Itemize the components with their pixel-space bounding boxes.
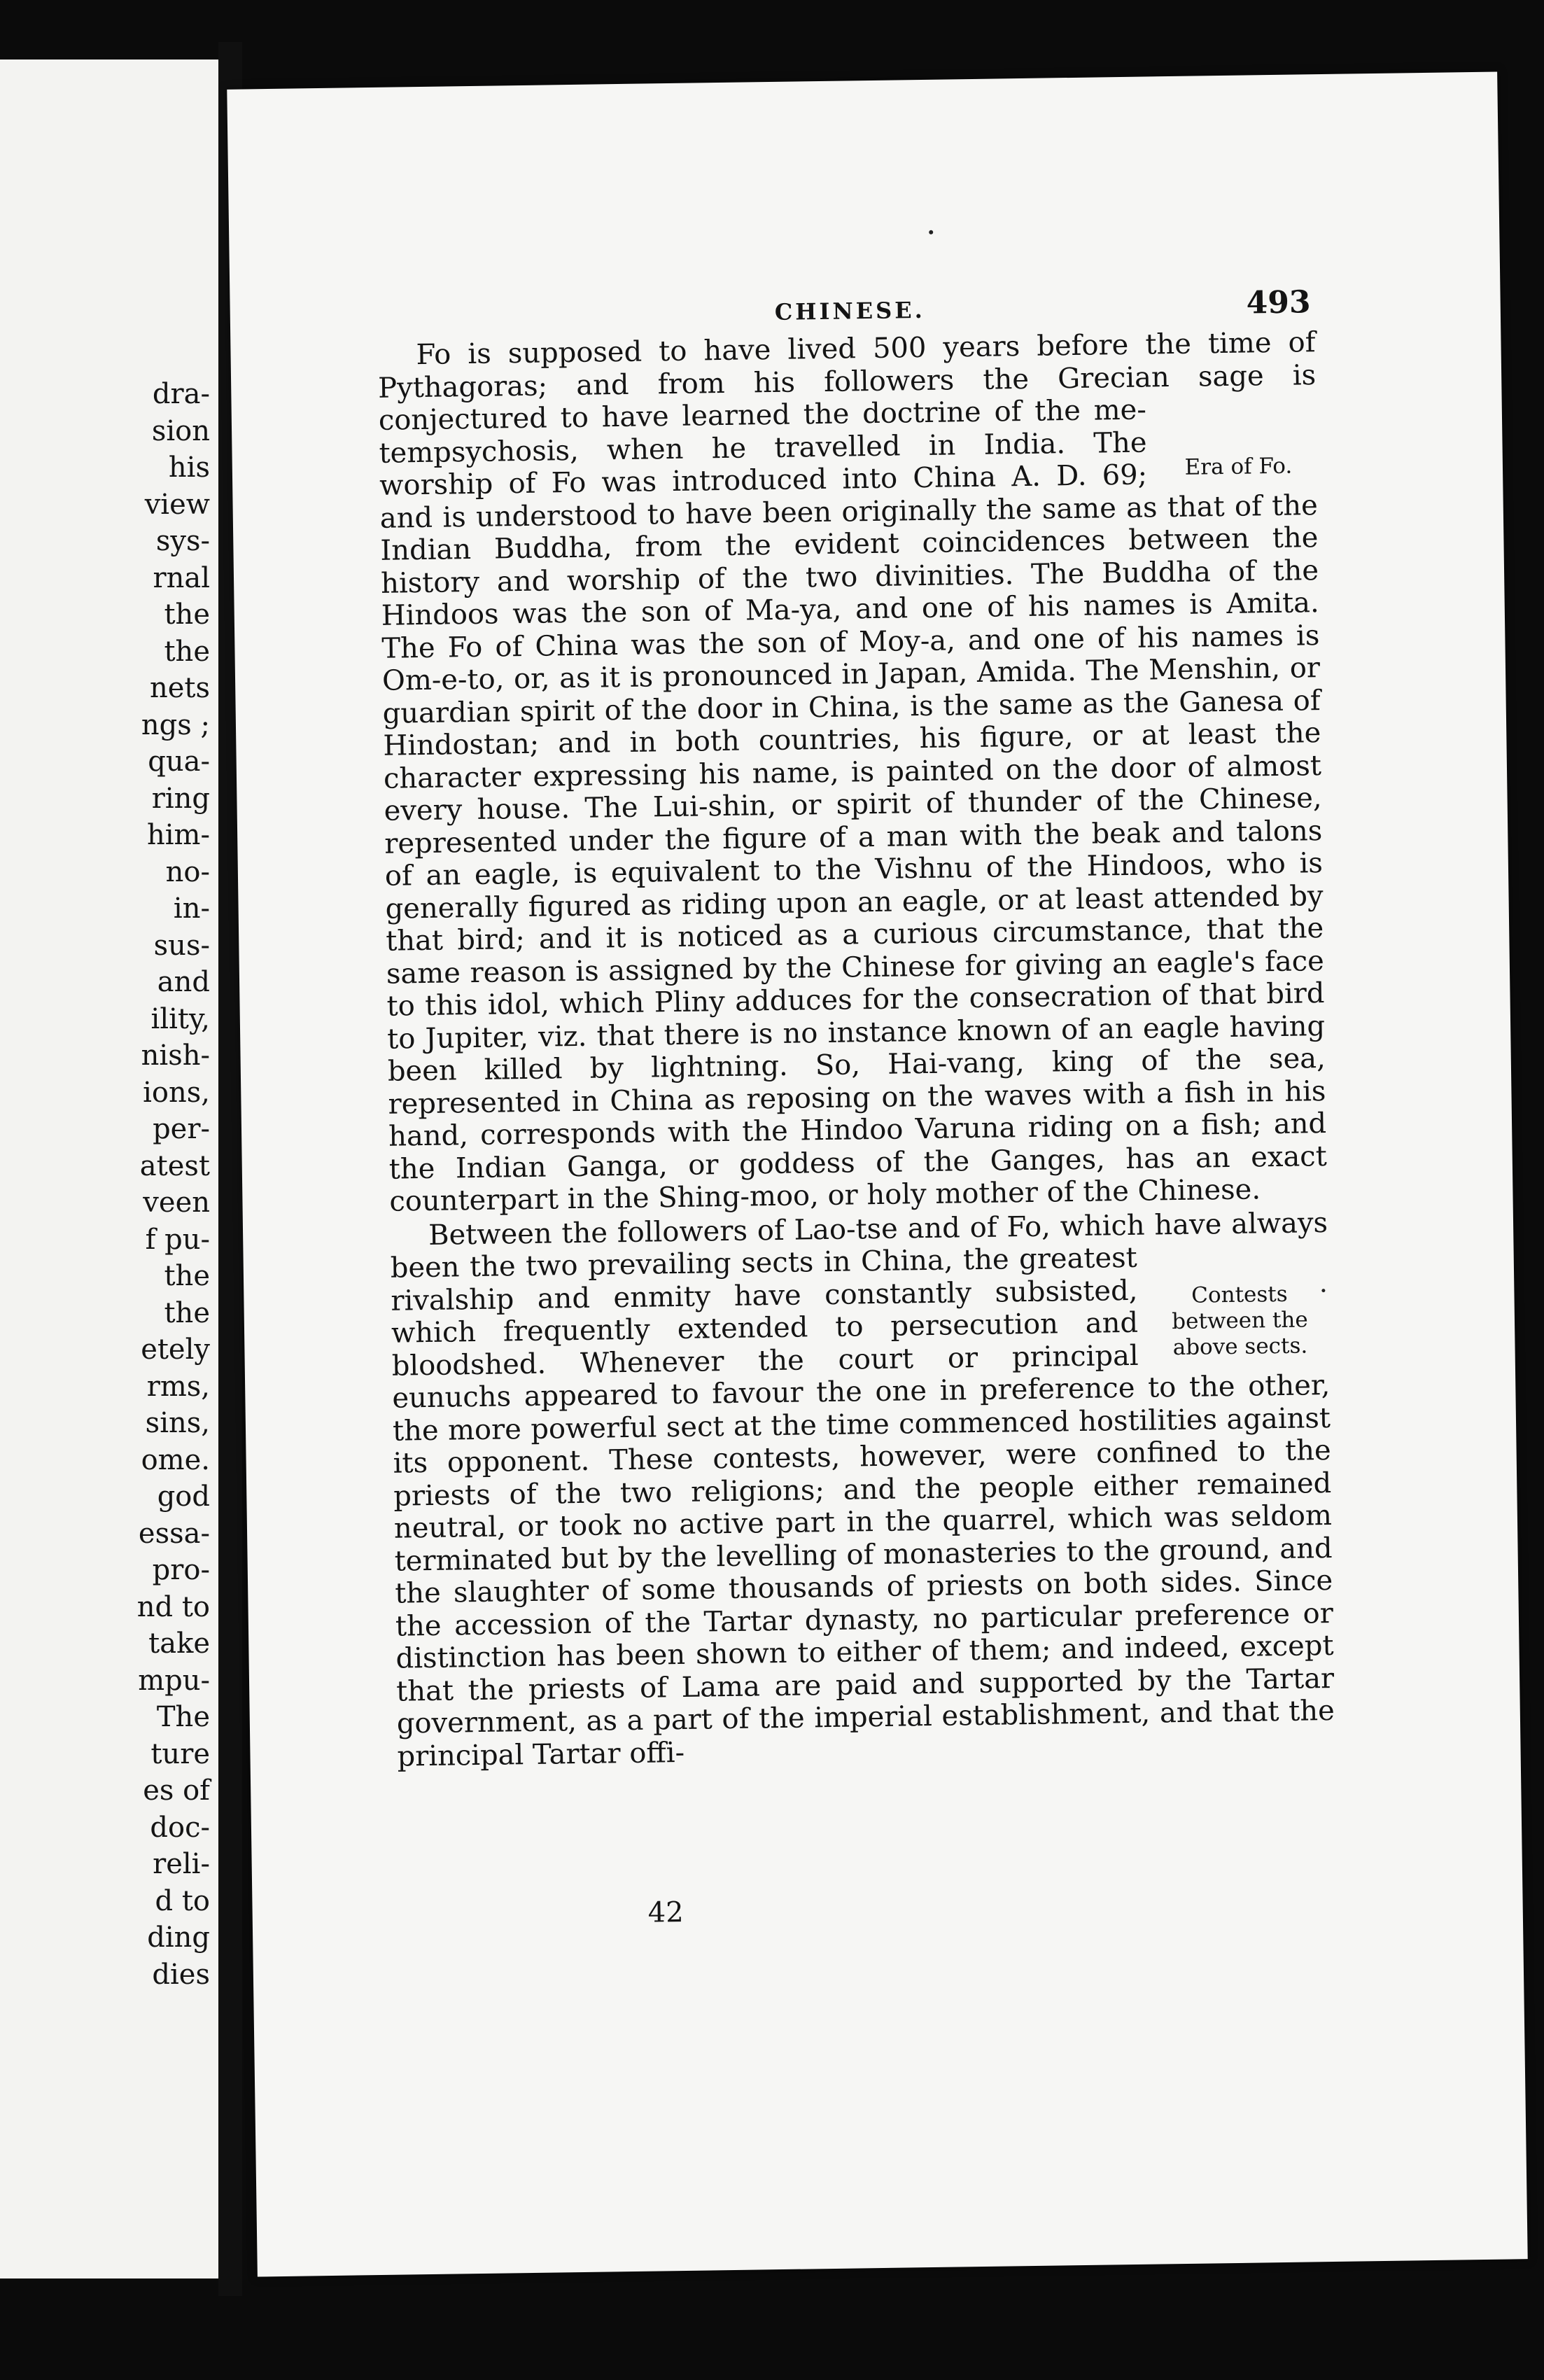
body-text [377,326,1335,1773]
left-page-line-fragment: sus- [153,929,210,962]
paragraph-1 [377,326,1327,1218]
left-page-line-fragment: no- [165,855,210,888]
left-page-line-fragment: sion [151,414,210,447]
left-page-line-fragment: per- [153,1113,210,1145]
ink-speck [929,230,933,234]
left-page-line-fragment: take [148,1628,210,1660]
left-page-line-fragment: rnal [153,561,210,594]
left-page-line-fragment: veen [143,1186,210,1219]
left-page-line-fragment: dies [152,1958,210,1991]
paragraph-2 [390,1207,1335,1773]
paragraph-2-opening: Between the followers of Lao-tse and of Fo, which have always been the two prevailing sects in China, [390,1206,1328,1284]
left-page-line-fragment: dra- [152,378,210,410]
left-page-line-fragment: ngs ; [141,708,210,741]
left-page-line-fragment: mpu- [138,1664,210,1697]
left-page-line-fragment: ding [147,1921,210,1954]
left-page-line-fragment: in- [173,892,210,925]
ink-speck [1321,1289,1325,1292]
left-page-line-fragment: view [144,488,210,521]
left-page-line-fragment: the [164,598,210,631]
signature-mark: 42 [647,1896,684,1929]
sidenote-era-of-fo: Era of Fo. [1184,453,1293,480]
left-page-line-fragment: etely [141,1334,210,1366]
left-page-line-fragment: nets [149,672,210,704]
page-number: 493 [1246,284,1311,321]
left-page-line-fragment: reli- [153,1848,210,1880]
left-page-line-fragment: god [157,1480,210,1513]
paragraph-1-opening: Fo is supposed to have lived 500 years before the time of Pythagoras; and from his followers the Grecian sage is conjectured to have learned the doctrine of the me- [377,326,1317,437]
left-page-line-fragment: qua- [148,746,210,778]
sidenote-contests: Contests between the above sects. [1171,1281,1308,1361]
left-page-line-fragment: essa- [138,1517,210,1550]
left-page-line-fragment: ions, [143,1076,210,1109]
left-page-line-fragment: sins, [145,1407,210,1439]
left-page-line-fragment: ring [151,782,210,815]
left-page-line-fragment: pro- [152,1554,210,1586]
book-page [227,71,1527,2276]
left-page-line-fragment: d to [155,1884,210,1917]
left-page-text-fragments [137,376,210,1993]
left-page-line-fragment: es of [143,1774,210,1807]
left-facing-page [0,59,218,2278]
left-page-line-fragment: ome. [141,1443,210,1476]
left-page-line-fragment: rms, [146,1370,210,1403]
running-head: CHINESE. [774,296,925,326]
paragraph-2-body: the greatest rivalship and enmity have constantly subsisted, which frequently extended to persecution and bloodshed. Whenever the court or principal eunuchs appeared to favour the one in preference to the other, the more powerful sect at the time commenced hostilities against its opponent. These contests, however, were confined to the priests of the two religions; and the people either remained neutral, or took no active part in the quarrel, which was seldom terminated but by the levelling of monasteries to the ground, and the slaughter of some thousands of priests on both sides. Since the accession of the Tartar dynasty, no particular preference or distinction has been shown to either of them; and indeed, except that the priests of Lama are paid and supported by the Tartar government, as a part of the imperial establishment, and that the principal Tartar offi- [391,1241,1335,1773]
left-page-line-fragment: atest [139,1149,210,1182]
left-page-line-fragment: sys- [155,525,210,557]
left-page-line-fragment: the [164,1260,210,1292]
left-page-line-fragment: doc- [150,1811,210,1844]
left-page-line-fragment: him- [147,819,210,851]
left-page-line-fragment: the [164,635,210,668]
left-page-line-fragment: f pu- [145,1223,210,1256]
left-page-line-fragment: nd to [136,1590,210,1623]
left-page-line-fragment: ture [150,1737,210,1770]
left-page-line-fragment: his [168,451,210,484]
left-page-line-fragment: ility, [150,1002,210,1035]
left-page-line-fragment: nish- [141,1040,210,1072]
paragraph-1-body: tempsychosis, when he travelled in India. The worship of Fo was introduced into China A. D. 69; and is understood to have been originally the same as that of the Indian Buddha, from the evident coincidences between the history and worship of the two divinities. The Buddha of the Hindoos was the son of Ma-ya, and one of his names is Amita. The Fo of China was the son of Moy-a, and one of his names is Om-e-to, or, as it is pronounced in Japan, Amida. The Menshin, or guardian spirit of the door in China, is the same as the Ganesa of Hindostan; and in both countries, his figure, or at least the character expressing his name, is painted on the door of almost every house. The Lui-shin, or spirit of thunder of the Chinese, represented under the figure of a man with the beak and talons of an eagle, is equivalent to the Vishnu of the Hindoos, who is generally figured as riding upon an eagle, or at least attended by that bird; and it is noticed as a curious circumstance, that the same reason is assigned by the Chinese for giving an eagle's face to this idol, which Pliny adduces for the consecration of that bird to Jupiter, viz. that there is no instance known of an eagle having been killed by lightning. So, Hai-vang, king of the sea, represented in China as reposing on the waves with a fish in his hand, corresponds with the Hindoo Varuna riding on a fish; and the Indian Ganga, or goddess of the Ganges, has an exact counterpart in the Shing-moo, or holy mother of the Chinese. [379,426,1328,1218]
left-page-line-fragment: the [164,1296,210,1329]
left-page-line-fragment: The [156,1701,210,1733]
left-page-line-fragment: and [157,966,210,998]
